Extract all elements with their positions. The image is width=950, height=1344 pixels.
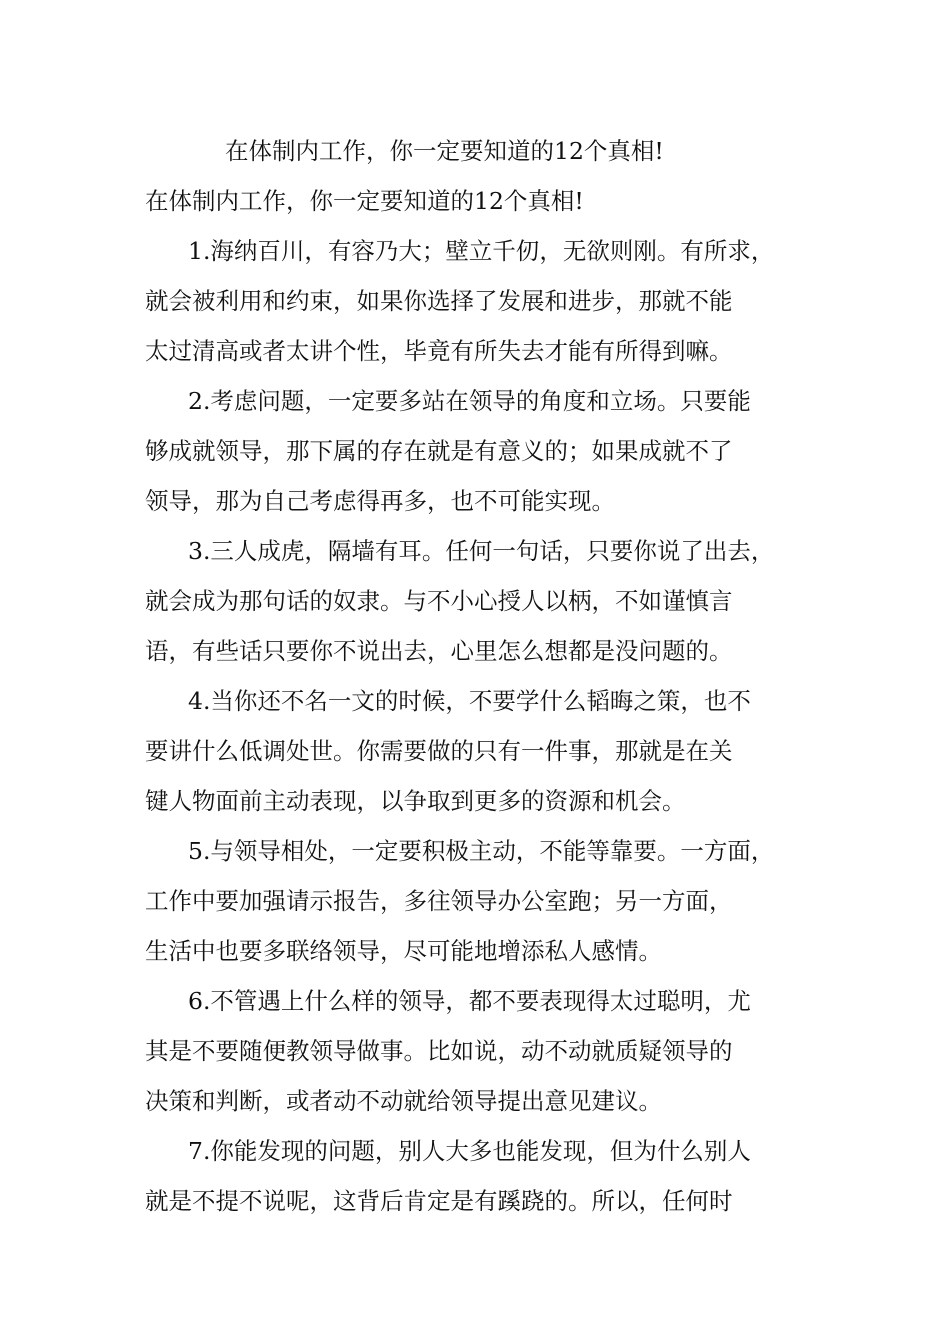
document-subtitle: 在体制内工作，你一定要知道的12个真相! (145, 187, 584, 215)
paragraph-7-line-2: 就是不提不说呢，这背后肯定是有蹊跷的。所以，任何时 (145, 1187, 733, 1215)
paragraph-3-line-3: 语，有些话只要你不说出去，心里怎么想都是没问题的。 (145, 637, 733, 665)
paragraph-6-line-1: 6.不管遇上什么样的领导，都不要表现得太过聪明，尤 (188, 987, 751, 1015)
paragraph-4-line-3: 键人物面前主动表现，以争取到更多的资源和机会。 (145, 787, 686, 815)
paragraph-1-line-1: 1.海纳百川，有容乃大；壁立千仞，无欲则刚。有所求， (188, 237, 775, 265)
paragraph-5-line-1: 5.与领导相处，一定要积极主动，不能等靠要。一方面， (188, 837, 775, 865)
paragraph-6-line-3: 决策和判断，或者动不动就给领导提出意见建议。 (145, 1087, 662, 1115)
paragraph-3-line-1: 3.三人成虎，隔墙有耳。任何一句话，只要你说了出去， (188, 537, 775, 565)
paragraph-5-line-3: 生活中也要多联络领导，尽可能地增添私人感情。 (145, 937, 662, 965)
paragraph-1-line-2: 就会被利用和约束，如果你选择了发展和进步，那就不能 (145, 287, 733, 315)
paragraph-2-line-2: 够成就领导，那下属的存在就是有意义的；如果成就不了 (145, 437, 733, 465)
paragraph-7-line-1: 7.你能发现的问题，别人大多也能发现，但为什么别人 (188, 1137, 751, 1165)
paragraph-4-line-1: 4.当你还不名一文的时候，不要学什么韬晦之策，也不 (188, 687, 751, 715)
paragraph-5-line-2: 工作中要加强请示报告，多往领导办公室跑；另一方面， (145, 887, 733, 915)
paragraph-6-line-2: 其是不要随便教领导做事。比如说，动不动就质疑领导的 (145, 1037, 733, 1065)
paragraph-1-line-3: 太过清高或者太讲个性，毕竟有所失去才能有所得到嘛。 (145, 337, 733, 365)
document-title: 在体制内工作，你一定要知道的12个真相! (225, 137, 664, 165)
paragraph-4-line-2: 要讲什么低调处世。你需要做的只有一件事，那就是在关 (145, 737, 733, 765)
paragraph-3-line-2: 就会成为那句话的奴隶。与不小心授人以柄，不如谨慎言 (145, 587, 733, 615)
paragraph-2-line-3: 领导，那为自己考虑得再多，也不可能实现。 (145, 487, 615, 515)
paragraph-2-line-1: 2.考虑问题，一定要多站在领导的角度和立场。只要能 (188, 387, 751, 415)
